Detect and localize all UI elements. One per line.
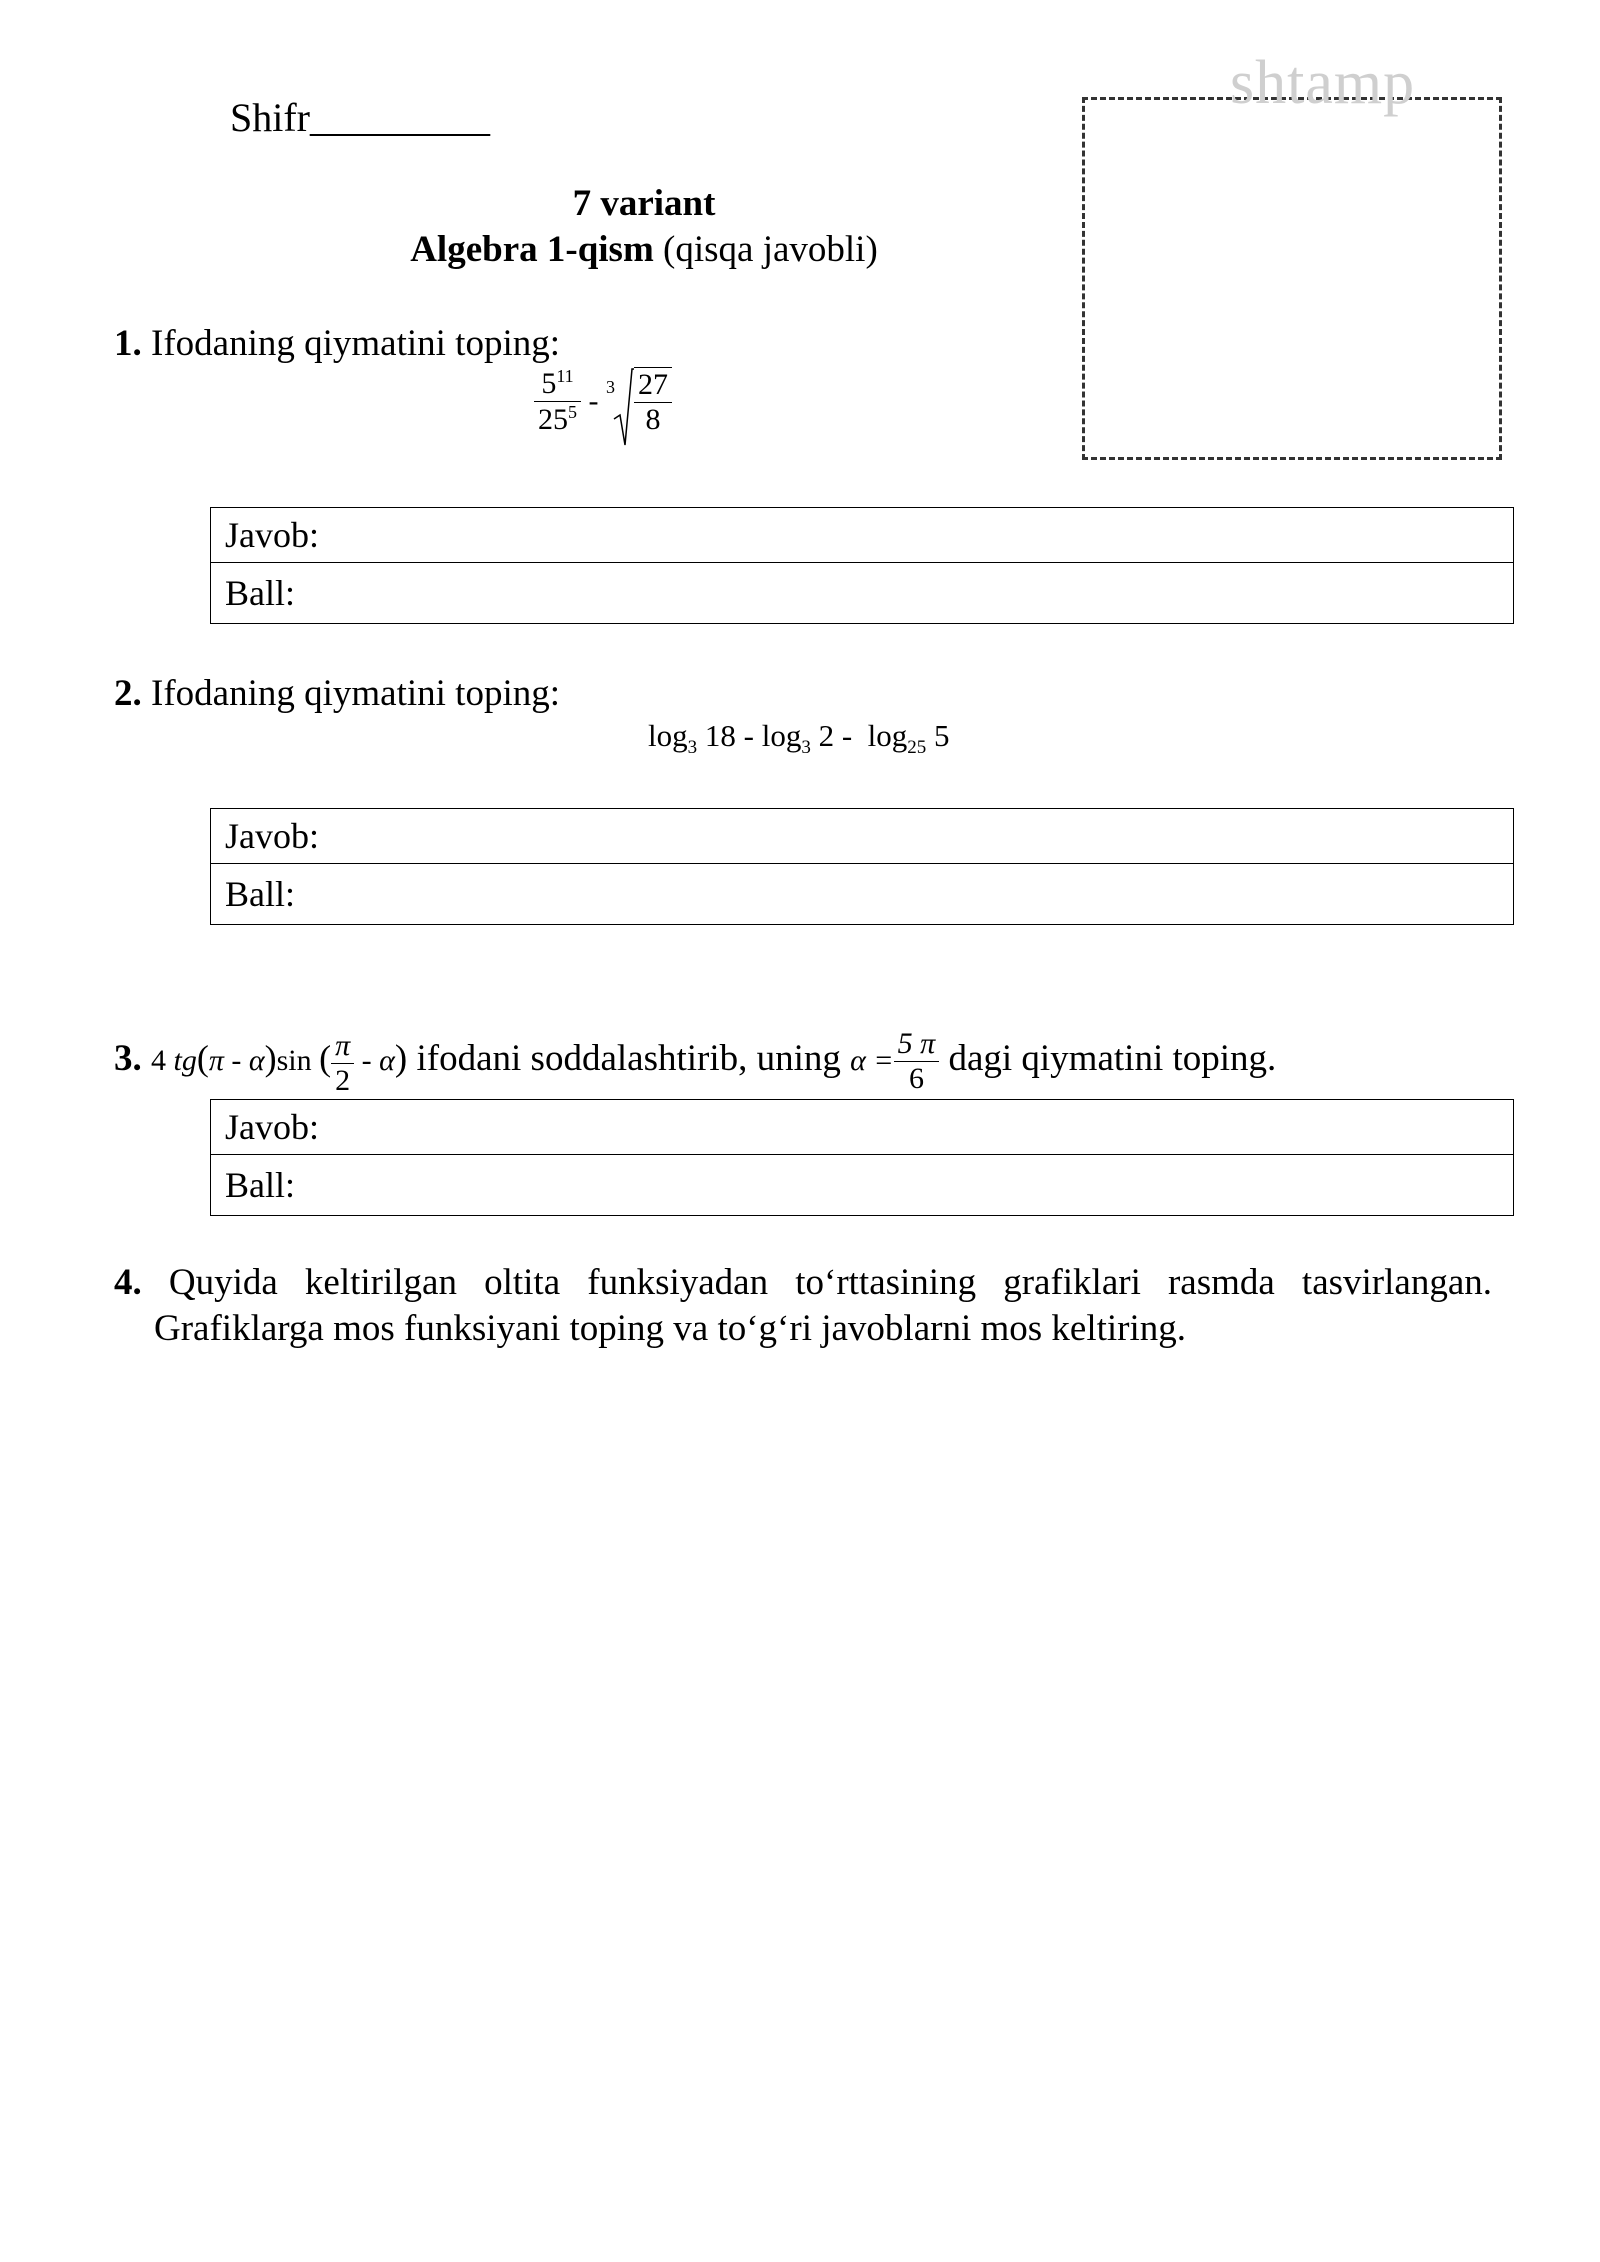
q3-expression xyxy=(151,1028,395,1097)
q2-log2-arg: 2 xyxy=(818,718,835,753)
subject-note: (qisqa javobli) xyxy=(663,229,878,270)
q4-line1: Quyida keltirilgan oltita funksiyadan to‘rttasining grafiklari rasmda tasvirlangan. xyxy=(168,1262,1493,1303)
question-3 xyxy=(114,1018,1276,1101)
q2-log1: log xyxy=(648,718,688,753)
q3-pi-fraction xyxy=(331,1029,354,1098)
q1-fraction xyxy=(534,366,581,437)
question-1 xyxy=(114,322,560,365)
q2-text: Ifodaning qiymatini toping: xyxy=(151,673,561,714)
q1-root xyxy=(606,367,672,437)
q4-line1-wrap xyxy=(114,1260,1492,1306)
q2-log1-arg: 18 xyxy=(704,718,736,753)
question-2 xyxy=(114,672,560,715)
q3-answer-row[interactable]: Javob: xyxy=(211,1100,1513,1155)
q1-minus: - xyxy=(588,384,599,418)
q3-coef: 4 xyxy=(151,1044,166,1077)
q3-answer-box xyxy=(210,1099,1514,1216)
q1-root-den: 8 xyxy=(645,402,661,436)
q3-alpha-eq: α = xyxy=(850,1044,894,1077)
q1-number: 1. xyxy=(114,323,142,364)
q1-answer-row[interactable]: Javob: xyxy=(211,508,1513,563)
shifr-text: Shifr xyxy=(230,95,310,140)
q3-tg-open: ( xyxy=(196,1038,209,1078)
shifr-blank: _________ xyxy=(310,95,490,140)
q1-root-num: 27 xyxy=(634,368,672,403)
radical-sign-icon xyxy=(612,367,634,447)
q3-text-end: dagi qiymatini toping. xyxy=(948,1038,1277,1079)
q4-line2: Grafiklarga mos funksiyani toping va to‘g‘ri javoblarni mos keltiring. xyxy=(154,1308,1187,1349)
q2-answer-row[interactable]: Javob: xyxy=(211,809,1513,864)
stamp-label: shtamp xyxy=(1230,49,1416,117)
q3-pi-num: π xyxy=(331,1029,354,1064)
q3-sin-close: ) xyxy=(394,1038,408,1079)
q2-log2-base: 3 xyxy=(801,737,811,759)
q2-log3-base: 25 xyxy=(907,737,927,759)
q3-score-row[interactable]: Ball: xyxy=(225,1165,295,1205)
q2-expression xyxy=(648,718,950,759)
q2-score-row[interactable]: Ball: xyxy=(225,874,295,914)
q1-den-base: 25 xyxy=(538,403,568,436)
q2-log3-arg: 5 xyxy=(934,718,950,753)
stamp-box xyxy=(1082,97,1502,460)
q3-alpha-fraction xyxy=(894,1027,940,1096)
q1-text: Ifodaning qiymatini toping: xyxy=(151,323,561,364)
q2-minus1: - xyxy=(743,718,754,753)
question-4 xyxy=(114,1260,1492,1352)
q2-minus2: - xyxy=(841,718,853,753)
q2-log2: log xyxy=(761,718,802,753)
q1-frac-den xyxy=(534,402,581,437)
q3-sin-rest: - α xyxy=(361,1044,395,1077)
q3-alpha-num: 5 π xyxy=(894,1027,940,1062)
q1-expression xyxy=(534,366,672,437)
q3-text-mid: ifodani soddalashtirib, uning xyxy=(416,1038,841,1079)
shifr-label xyxy=(230,94,490,141)
q3-pi-den: 2 xyxy=(335,1063,351,1097)
q1-num-exp: 11 xyxy=(556,366,574,386)
q3-tg: tg xyxy=(173,1044,197,1077)
q1-score-row[interactable]: Ball: xyxy=(225,573,295,613)
q1-den-exp: 5 xyxy=(568,402,577,422)
q4-number: 4. xyxy=(114,1262,142,1303)
q2-log3: log xyxy=(867,718,908,753)
q2-answer-box xyxy=(210,808,1514,925)
subject-title xyxy=(0,228,1288,271)
q2-log1-base: 3 xyxy=(687,737,698,759)
q1-root-fraction xyxy=(634,367,672,437)
variant-title: 7 variant xyxy=(572,183,716,224)
subject-bold: Algebra 1-qism xyxy=(410,229,654,270)
q3-tg-close: ) xyxy=(264,1038,277,1078)
q1-frac-num xyxy=(534,366,581,402)
q3-sin-open: ( xyxy=(319,1038,332,1078)
q3-sin: sin xyxy=(276,1044,312,1077)
q1-answer-box xyxy=(210,507,1514,624)
q1-num-base: 5 xyxy=(541,367,557,400)
q3-alpha-den: 6 xyxy=(908,1062,924,1096)
q1-root-index: 3 xyxy=(606,376,615,397)
q3-tg-arg: π - α xyxy=(208,1044,265,1077)
q2-number: 2. xyxy=(114,673,142,714)
q3-number: 3. xyxy=(114,1038,142,1079)
